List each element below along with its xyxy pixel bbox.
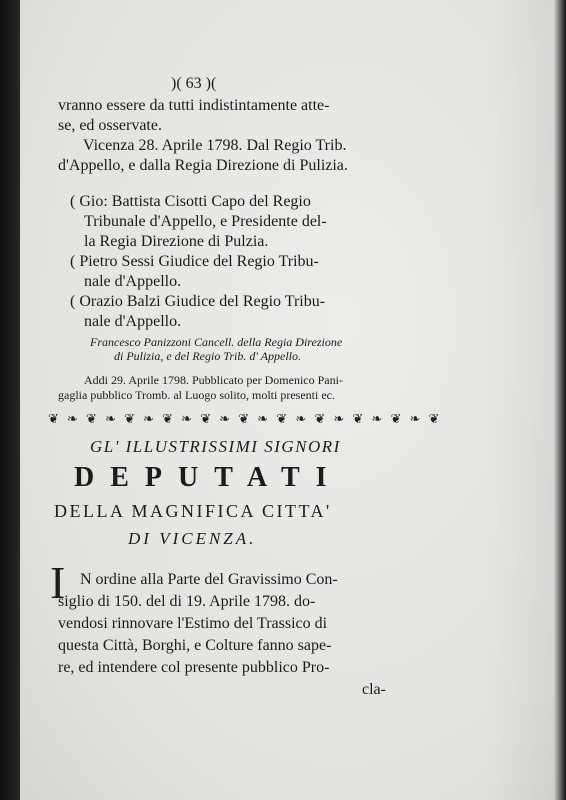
page-shadow [486, 0, 556, 800]
decree-line: vranno essere da tutti indistintamente atte- [58, 97, 330, 114]
body-line: questa Città, Borghi, e Colture fanno sape- [58, 637, 332, 654]
drop-capital: I [50, 557, 66, 608]
book-edge-right [554, 0, 566, 800]
signatory-line: nale d'Appello. [84, 273, 182, 290]
catchword: cla- [362, 681, 386, 698]
publication-line: gaglia pubblico Tromb. al Luogo solito, molti presenti ec. [58, 388, 335, 402]
chancellor-line: di Pulizia, e del Regio Trib. d' Appello. [114, 349, 302, 363]
signatory-line: Tribunale d'Appello, e Presidente del- [84, 213, 327, 230]
heading-magnifica-citta: DELLA MAGNIFICA CITTA' [54, 501, 332, 521]
chancellor-line: Francesco Panizzoni Cancell. della Regia Direzione [90, 335, 343, 349]
signatory-line: la Regia Direzione di Pulzia. [84, 233, 269, 250]
signatory-line: nale d'Appello. [84, 313, 182, 330]
decree-line: se, ed osservate. [58, 117, 162, 134]
body-line: vendosi rinnovare l'Estimo del Trassico di [58, 615, 328, 632]
publication-line: Addi 29. Aprile 1798. Pubblicato per Domenico Pani- [84, 373, 343, 387]
signatory-line: ( Gio: Battista Cisotti Capo del Regio [70, 193, 311, 210]
decree-date-line: d'Appello, e dalla Regia Direzione di Pulizia. [58, 157, 348, 174]
signatory-line: ( Orazio Balzi Giudice del Regio Tribu- [70, 293, 326, 310]
heading-deputati: DEPUTATI [74, 462, 343, 493]
ornamental-divider: ❦ ❧ ❦ ❧ ❦ ❧ ❦ ❧ ❦ ❧ ❦ ❧ ❦ ❧ ❦ ❧ ❦ ❧ ❦ ❧ ❦ [48, 412, 442, 427]
book-gutter-left [0, 0, 22, 800]
heading-vicenza: DI VICENZA. [128, 529, 257, 548]
signatory-line: ( Pietro Sessi Giudice del Regio Tribu- [70, 253, 319, 270]
body-line: N ordine alla Parte del Gravissimo Con- [80, 571, 338, 588]
heading-illustrissimi: GL' ILLUSTRISSIMI SIGNORI [90, 437, 341, 456]
body-line: re, ed intendere col presente pubblico Pro- [58, 659, 330, 676]
body-line: siglio di 150. del di 19. Aprile 1798. do- [58, 593, 316, 610]
decree-date-line: Vicenza 28. Aprile 1798. Dal Regio Trib. [83, 137, 347, 154]
page-number: )( 63 )( [171, 75, 217, 92]
